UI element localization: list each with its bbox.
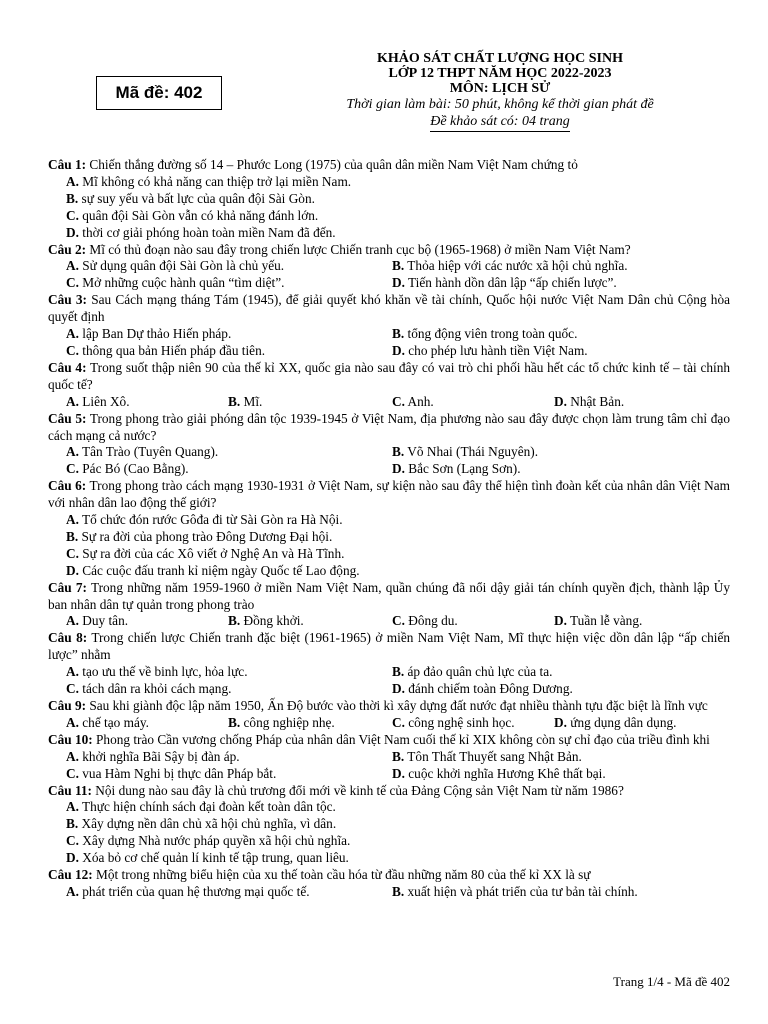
answer-option (392, 884, 748, 901)
answer-option (228, 394, 392, 411)
option-text: ứng dụng dân dụng. (570, 714, 677, 730)
answer-option (66, 884, 392, 901)
option-label: B. (228, 613, 241, 629)
answer-option (554, 613, 730, 630)
question-number: Câu 3: (48, 292, 87, 308)
question-number: Câu 7: (48, 579, 87, 595)
answer-option (48, 563, 730, 580)
option-text: áp đảo quân chủ lực của ta. (407, 664, 553, 680)
option-label: C. (66, 207, 79, 223)
option-text: Tôn Thất Thuyết sang Nhật Bản. (407, 748, 582, 764)
option-text: Liên Xô. (82, 393, 130, 409)
answer-option (48, 174, 730, 191)
option-text: Thỏa hiệp với các nước xã hội chủ nghĩa. (407, 258, 628, 274)
answer-options (48, 749, 730, 783)
header-subject: MÔN: LỊCH SỬ (449, 81, 551, 96)
question-block (48, 630, 730, 698)
answer-option (392, 275, 748, 292)
option-text: lập Ban Dự thảo Hiến pháp. (82, 326, 232, 342)
answer-option (48, 816, 730, 833)
question-block (48, 360, 730, 411)
answer-option (392, 343, 748, 360)
option-label: C. (66, 545, 79, 561)
answer-option (66, 613, 228, 630)
answer-options (48, 326, 730, 360)
option-text: sự suy yếu và bất lực của quân đội Sài Gòn. (81, 190, 315, 206)
answer-option (392, 461, 748, 478)
answer-option (392, 749, 748, 766)
question-text: Trong những năm 1959-1960 ở miền Nam Việt Nam, quần chúng đã nổi dậy giải tán chính quyền địch, thành lập Ủy ban nhân dân tự quản trong phong trào (48, 579, 730, 612)
option-text: tạo ưu thế về binh lực, hỏa lực. (82, 664, 248, 680)
option-text: Bắc Sơn (Lạng Sơn). (408, 461, 521, 477)
option-label: B. (66, 190, 79, 206)
option-label: C. (66, 833, 79, 849)
question-stem (48, 698, 730, 715)
option-label: C. (392, 714, 405, 730)
answer-option (228, 613, 392, 630)
option-label: A. (66, 883, 79, 899)
answer-option (48, 546, 730, 563)
option-text: Duy tân. (82, 613, 129, 629)
option-label: D. (554, 714, 567, 730)
question-block (48, 783, 730, 868)
option-label: C. (66, 461, 79, 477)
question-number: Câu 8: (48, 630, 88, 646)
answer-options (48, 613, 730, 630)
option-label: D. (392, 461, 405, 477)
question-block (48, 242, 730, 293)
question-text: Trong phong trào cách mạng 1930-1931 ở Việt Nam, sự kiện nào sau đây thể hiện tình đoàn kết của nhân dân Việt Nam với nhân dân lao động thế giới? (48, 478, 731, 511)
option-text: Anh. (407, 393, 434, 409)
option-label: C. (66, 275, 79, 291)
option-label: B. (228, 393, 241, 409)
answer-option (48, 191, 730, 208)
option-label: A. (66, 714, 79, 730)
question-text: Mĩ có thủ đoạn nào sau đây trong chiến lược Chiến tranh cục bộ (1965-1968) ở miền Nam Việt Nam? (89, 241, 631, 257)
header-title-1: KHẢO SÁT CHẤT LƯỢNG HỌC SINH (377, 51, 623, 66)
answer-option (48, 512, 730, 529)
answer-option (66, 715, 228, 732)
header-title-2: LỚP 12 THPT NĂM HỌC 2022-2023 (388, 66, 612, 81)
answer-options (48, 884, 730, 901)
option-label: A. (66, 173, 79, 189)
option-label: B. (392, 883, 405, 899)
question-text: Sau khi giành độc lập năm 1950, Ấn Độ bước vào thời kì xây dựng đất nước đạt nhiều thành tựu đặc biệt là lĩnh vực (89, 698, 708, 713)
question-list (48, 157, 730, 901)
question-number: Câu 4: (48, 359, 87, 375)
option-text: Mĩ không có khả năng can thiệp trở lại miền Nam. (82, 173, 352, 189)
answer-option (392, 394, 554, 411)
question-stem (48, 732, 730, 749)
answer-option (228, 715, 392, 732)
option-label: D. (392, 275, 405, 291)
question-text: Phong trào Cần vương chống Pháp của nhân dân Việt Nam cuối thế kỉ XIX không còn sự chỉ đạo của triều đình khi (96, 731, 710, 747)
option-label: A. (66, 512, 79, 528)
answer-option (392, 326, 748, 343)
option-label: C. (392, 393, 405, 409)
answer-options (48, 664, 730, 698)
option-text: đánh chiếm toàn Đông Dương. (408, 681, 573, 697)
answer-option (48, 208, 730, 225)
answer-option (66, 275, 392, 292)
option-text: Tân Trào (Tuyên Quang). (82, 444, 219, 460)
question-number: Câu 9: (48, 698, 87, 713)
option-label: B. (66, 816, 79, 832)
question-text: Sau Cách mạng tháng Tám (1945), để giải quyết khó khăn về tài chính, Quốc hội nước Việt Nam Dân chủ Cộng hòa quyết định (48, 292, 731, 325)
option-text: Sử dụng quân đội Sài Gòn là chủ yếu. (82, 258, 285, 274)
question-number: Câu 5: (48, 410, 87, 426)
question-block (48, 411, 730, 479)
answer-option (392, 681, 748, 698)
answer-options (48, 258, 730, 292)
answer-option (66, 394, 228, 411)
answer-options (48, 394, 730, 411)
question-text: Trong suốt thập niên 90 của thế kỉ XX, quốc gia nào sau đây có vai trò chi phối hầu hết các tổ chức kinh tế – tài chính quốc tế? (48, 359, 730, 392)
question-number: Câu 1: (48, 157, 87, 172)
question-number: Câu 12: (48, 867, 93, 883)
question-number: Câu 2: (48, 241, 87, 257)
option-label: B. (392, 444, 405, 460)
option-text: Đồng khởi. (243, 613, 304, 629)
option-text: tổng động viên trong toàn quốc. (407, 326, 578, 342)
option-text: chế tạo máy. (82, 714, 149, 730)
question-stem (48, 580, 730, 614)
question-stem (48, 867, 730, 884)
answer-option (392, 613, 554, 630)
option-text: Các cuộc đấu tranh kỉ niệm ngày Quốc tế Lao động. (82, 562, 360, 578)
option-label: A. (66, 748, 79, 764)
question-block (48, 157, 730, 242)
option-text: Tuần lễ vàng. (570, 613, 643, 629)
answer-option (66, 461, 392, 478)
option-label: C. (392, 613, 405, 629)
question-stem (48, 292, 730, 326)
page-footer: Trang 1/4 - Mã đề 402 (613, 974, 730, 989)
option-text: Xây dựng nền dân chủ xã hội chủ nghĩa, vì dân. (81, 816, 337, 832)
option-label: A. (66, 664, 79, 680)
question-number: Câu 11: (48, 782, 92, 798)
question-stem (48, 478, 730, 512)
option-text: khởi nghĩa Bãi Sậy bị đàn áp. (82, 748, 240, 764)
option-text: Pác Bó (Cao Bằng). (82, 461, 189, 477)
option-text: tách dân ra khỏi cách mạng. (82, 681, 232, 697)
option-text: phát triển của quan hệ thương mại quốc tế. (82, 883, 310, 899)
option-label: D. (66, 224, 79, 240)
exam-code-box (96, 76, 222, 110)
header-time: Thời gian làm bài: 50 phút, không kể thời gian phát đề (346, 97, 654, 112)
option-text: Tiến hành dồn dân lập “ấp chiến lược”. (408, 275, 617, 291)
answer-option (392, 444, 748, 461)
option-label: D. (392, 765, 405, 781)
question-block (48, 867, 730, 901)
answer-option (392, 715, 554, 732)
answer-options (48, 715, 730, 732)
answer-option (66, 258, 392, 275)
option-text: Mĩ. (243, 393, 263, 409)
answer-options (48, 799, 730, 867)
option-label: B. (392, 664, 405, 680)
answer-options (48, 512, 730, 580)
option-label: A. (66, 258, 79, 274)
option-text: Tổ chức đón rước Gôđa đi từ Sài Gòn ra Hà Nội. (82, 512, 343, 528)
option-label: D. (392, 681, 405, 697)
answer-option (48, 850, 730, 867)
option-text: Thực hiện chính sách đại đoàn kết toàn dân tộc. (82, 799, 336, 815)
answer-option (392, 766, 748, 783)
question-block (48, 478, 730, 579)
question-stem (48, 411, 730, 445)
header-underline (430, 131, 570, 132)
option-text: công nghiệp nhẹ. (243, 714, 335, 730)
answer-option (554, 394, 730, 411)
option-text: thời cơ giải phóng hoàn toàn miền Nam đã đến. (82, 224, 336, 240)
question-stem (48, 157, 730, 174)
option-text: Đông du. (408, 613, 458, 629)
answer-option (48, 799, 730, 816)
answer-option (554, 715, 730, 732)
option-text: cuộc khởi nghĩa Hương Khê thất bại. (408, 765, 606, 781)
question-stem (48, 242, 730, 259)
option-label: A. (66, 799, 79, 815)
option-label: B. (228, 714, 241, 730)
question-text: Nội dung nào sau đây là chủ trương đổi mới về kinh tế của Đảng Cộng sản Việt Nam từ năm 1986? (95, 782, 624, 798)
option-label: B. (392, 258, 405, 274)
option-label: D. (554, 613, 567, 629)
exam-header (300, 51, 700, 132)
answer-option (66, 664, 392, 681)
answer-option (66, 766, 392, 783)
option-label: D. (66, 562, 79, 578)
option-label: D. (554, 393, 567, 409)
option-text: công nghệ sinh học. (408, 714, 515, 730)
question-stem (48, 630, 730, 664)
option-text: Võ Nhai (Thái Nguyên). (407, 444, 539, 460)
option-text: Xóa bỏ cơ chế quản lí kinh tế tập trung, quan liêu. (82, 850, 349, 866)
question-number: Câu 10: (48, 731, 93, 747)
option-label: A. (66, 613, 79, 629)
option-label: A. (66, 326, 79, 342)
question-block (48, 698, 730, 732)
question-number: Câu 6: (48, 478, 87, 494)
answer-option (392, 664, 748, 681)
option-label: D. (392, 342, 405, 358)
answer-options (48, 174, 730, 242)
option-text: Sự ra đời của các Xô viết ở Nghệ An và Hà Tĩnh. (82, 545, 345, 561)
answer-options (48, 444, 730, 478)
answer-option (66, 749, 392, 766)
question-block (48, 580, 730, 631)
option-text: Mở những cuộc hành quân “tìm diệt”. (82, 275, 285, 291)
option-text: vua Hàm Nghi bị thực dân Pháp bắt. (82, 765, 277, 781)
option-label: C. (66, 765, 79, 781)
question-block (48, 732, 730, 783)
option-text: cho phép lưu hành tiền Việt Nam. (408, 342, 588, 358)
question-stem (48, 360, 730, 394)
answer-option (48, 529, 730, 546)
option-label: C. (66, 681, 79, 697)
answer-option (392, 258, 748, 275)
question-text: Trong chiến lược Chiến tranh đặc biệt (1961-1965) ở miền Nam Việt Nam, Mĩ thực hiện việc dồn dân lập “ấp chiến lược” nhằm (48, 630, 731, 663)
header-pages: Đề khảo sát có: 04 trang (430, 114, 570, 129)
question-text: Một trong những biểu hiện của xu thế toàn cầu hóa từ đầu những năm 80 của thế kỉ XX là sự (96, 867, 591, 883)
option-label: A. (66, 393, 79, 409)
question-text: Chiến thắng đường số 14 – Phước Long (1975) của quân dân miền Nam Việt Nam chứng tỏ (89, 157, 578, 172)
option-text: quân đội Sài Gòn vẫn có khả năng đánh lớn. (82, 207, 319, 223)
option-text: thông qua bản Hiến pháp đầu tiên. (82, 342, 266, 358)
option-label: B. (392, 326, 405, 342)
option-text: xuất hiện và phát triển của tư bản tài chính. (407, 883, 638, 899)
answer-option (66, 681, 392, 698)
option-text: Nhật Bản. (570, 393, 625, 409)
option-label: C. (66, 342, 79, 358)
answer-option (66, 326, 392, 343)
exam-code: Mã đề: 402 (115, 83, 203, 102)
option-text: Sự ra đời của phong trào Đông Dương Đại hội. (81, 528, 333, 544)
option-label: D. (66, 850, 79, 866)
option-label: B. (66, 528, 79, 544)
question-text: Trong phong trào giải phóng dân tộc 1939-1945 ở Việt Nam, địa phương nào sau đây được chọn làm trung tâm chỉ đạo cách mạng cả nước? (48, 410, 730, 443)
answer-option (66, 343, 392, 360)
question-stem (48, 783, 730, 800)
answer-option (48, 833, 730, 850)
answer-option (66, 444, 392, 461)
option-label: B. (392, 748, 405, 764)
option-label: A. (66, 444, 79, 460)
option-text: Xây dựng Nhà nước pháp quyền xã hội chủ nghĩa. (82, 833, 351, 849)
question-block (48, 292, 730, 360)
answer-option (48, 225, 730, 242)
